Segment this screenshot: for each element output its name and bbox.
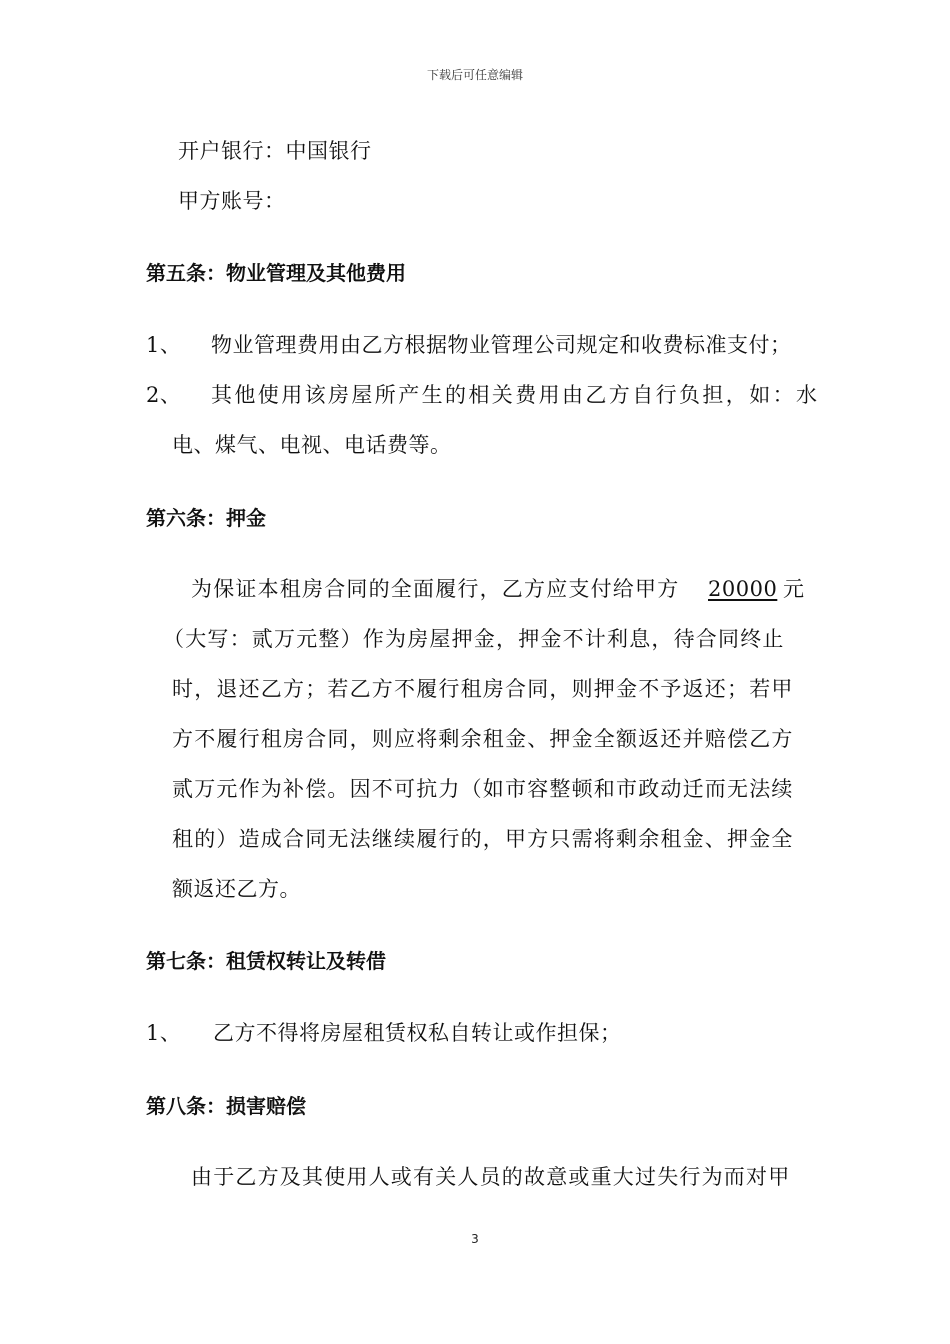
page-number: 3 xyxy=(471,1232,479,1246)
deposit-paragraph-line: 时，退还乙方；若乙方不履行租房合同，则押金不予返还；若甲 xyxy=(172,677,794,701)
list-number: 2、 xyxy=(146,383,182,407)
list-item: 物业管理费用由乙方根据物业管理公司规定和收费标准支付； xyxy=(211,333,792,357)
list-number: 1、 xyxy=(146,333,182,357)
damages-paragraph-line: 由于乙方及其使用人或有关人员的故意或重大过失行为而对甲 xyxy=(191,1165,791,1189)
list-item: 其他使用该房屋所产生的相关费用由乙方自行负担，如：水 xyxy=(211,383,820,407)
page-header: 下载后可任意编辑 xyxy=(426,68,523,82)
section8-title: 第八条：损害赔偿 xyxy=(146,1094,306,1118)
list-number: 1、 xyxy=(146,1021,182,1045)
deposit-unit: 元 xyxy=(783,577,805,601)
deposit-paragraph-line: （大写：贰万元整）作为房屋押金，押金不计利息，待合同终止 xyxy=(163,627,785,651)
deposit-paragraph-line: 方不履行租房合同，则应将剩余租金、押金全额返还并赔偿乙方 xyxy=(172,727,794,751)
list-item: 乙方不得将房屋租赁权私自转让或作担保； xyxy=(213,1021,622,1045)
deposit-amount: 20000 xyxy=(708,577,778,601)
list-item-continuation: 电、煤气、电视、电话费等。 xyxy=(172,433,452,457)
deposit-paragraph-line: 贰万元作为补偿。因不可抗力（如市容整顿和市政动迁而无法续 xyxy=(172,777,794,801)
deposit-paragraph-line: 额返还乙方。 xyxy=(172,877,301,901)
account-line: 甲方账号： xyxy=(178,189,286,213)
deposit-paragraph-line: 为保证本租房合同的全面履行，乙方应支付给甲方 xyxy=(191,577,680,601)
section7-title: 第七条：租赁权转让及转借 xyxy=(146,949,386,973)
section6-title: 第六条：押金 xyxy=(146,506,266,530)
section5-title: 第五条：物业管理及其他费用 xyxy=(146,261,406,285)
deposit-paragraph-line: 租的）造成合同无法继续履行的，甲方只需将剩余租金、押金全 xyxy=(172,827,794,851)
bank-name-line: 开户银行：中国银行 xyxy=(178,139,372,163)
